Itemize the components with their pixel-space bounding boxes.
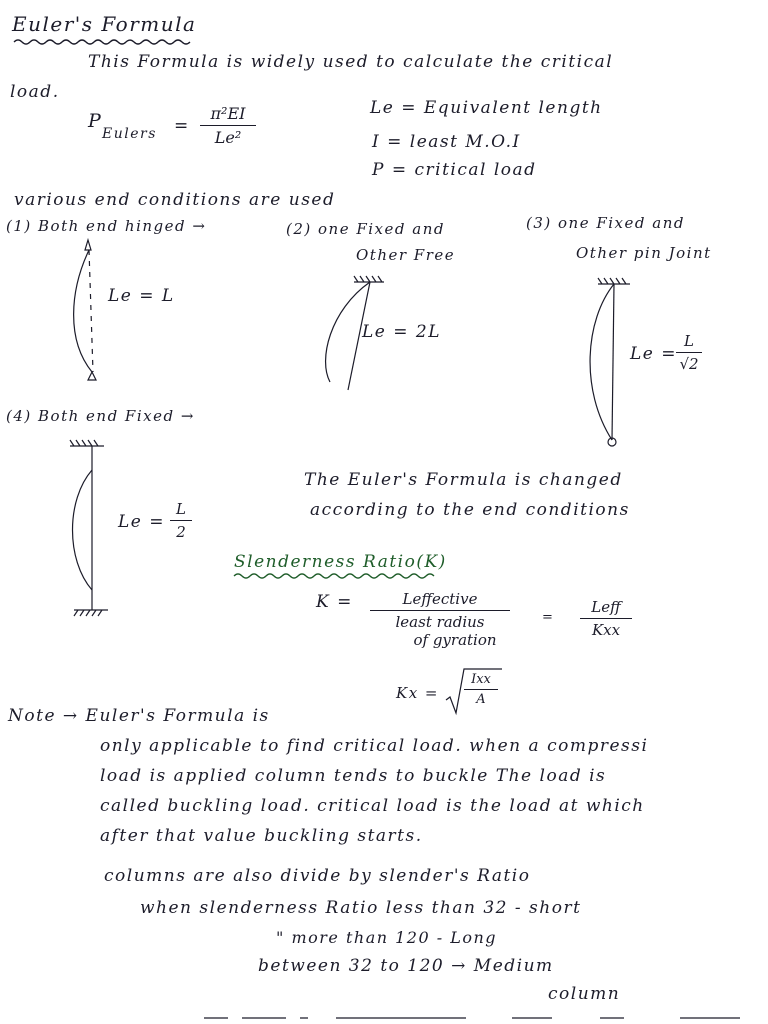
case-3-label-line-2: Other pin Joint (576, 244, 712, 262)
case-3-le-lhs: Le = (630, 344, 677, 364)
page-title: Euler's Formula (12, 12, 197, 36)
definition-p: P = critical load (372, 160, 537, 180)
case-1-column (74, 240, 96, 380)
note-line-1: only applicable to find critical load. when a compressi (100, 736, 649, 756)
formula-denominator: Le² (214, 128, 242, 147)
case-1-le: Le = L (108, 286, 175, 306)
columns-line-4: column (548, 984, 621, 1004)
slenderness-den2: Kxx (591, 621, 621, 639)
intro-line-1: This Formula is widely used to calculate the critical (88, 52, 614, 72)
kx-den: A (476, 692, 486, 707)
slenderness-heading: Slenderness Ratio(K) (234, 552, 447, 572)
case-3-le-num: L (684, 332, 694, 350)
intro-line-2: load. (10, 82, 60, 102)
note-lead: Note → Euler's Formula is (8, 706, 270, 726)
conditions-heading: various end conditions are used (14, 190, 336, 210)
note-line-2: load is applied column tends to buckle The load is (100, 766, 607, 786)
formula-numerator: π²EI (210, 104, 246, 123)
slenderness-k-lhs: K = (316, 592, 353, 612)
case-2-label-line-2: Other Free (356, 246, 456, 264)
definition-i: I = least M.O.I (372, 132, 521, 152)
formula-lhs: P (88, 110, 103, 132)
case-3-le-fraction (676, 332, 702, 373)
slenderness-eq2: = (542, 610, 555, 625)
note-line-4: after that value buckling starts. (100, 826, 423, 846)
slenderness-num2: Leff (591, 598, 621, 616)
case-4-le-lhs: Le = (118, 512, 165, 532)
kx-fraction (464, 672, 498, 707)
columns-line-3: between 32 to 120 → Medium (258, 956, 554, 976)
kx-lhs: Kx = (396, 684, 440, 702)
case-4-column (70, 440, 108, 616)
case-1-label: (1) Both end hinged → (6, 217, 207, 235)
definition-le: Le = Equivalent length (370, 98, 603, 118)
case-4-label: (4) Both end Fixed → (6, 407, 195, 425)
columns-line-2: " more than 120 - Long (276, 928, 498, 947)
changed-note-line-2: according to the end conditions (310, 500, 630, 520)
case-3-label-line-1: (3) one Fixed and (526, 214, 685, 232)
changed-note-line-1: The Euler's Formula is changed (304, 470, 623, 490)
case-2-le: Le = 2L (362, 322, 442, 342)
formula-equals: = (174, 116, 190, 136)
formula-lhs-sub: Eulers (102, 126, 157, 142)
case-3-column (590, 278, 630, 446)
columns-heading: columns are also divide by slender's Ratio (104, 866, 531, 886)
case-4-le-den: 2 (176, 523, 186, 541)
case-3-le-den: √2 (679, 355, 699, 373)
slenderness-den-line-1: least radius (395, 613, 485, 631)
formula-fraction (200, 104, 256, 147)
case-4-le-num: L (176, 500, 186, 518)
kx-num: Ixx (471, 672, 491, 687)
slenderness-den-line-2: of gyration (413, 631, 497, 649)
slenderness-num: Leffective (402, 590, 478, 608)
slenderness-fraction (370, 590, 510, 649)
note-line-3: called buckling load. critical load is the load at which (100, 796, 645, 816)
columns-line-1: when slenderness Ratio less than 32 - short (140, 898, 582, 918)
case-4-le-fraction (170, 500, 192, 541)
case-2-label-line-1: (2) one Fixed and (286, 220, 445, 238)
slenderness-fraction-2 (580, 598, 632, 639)
